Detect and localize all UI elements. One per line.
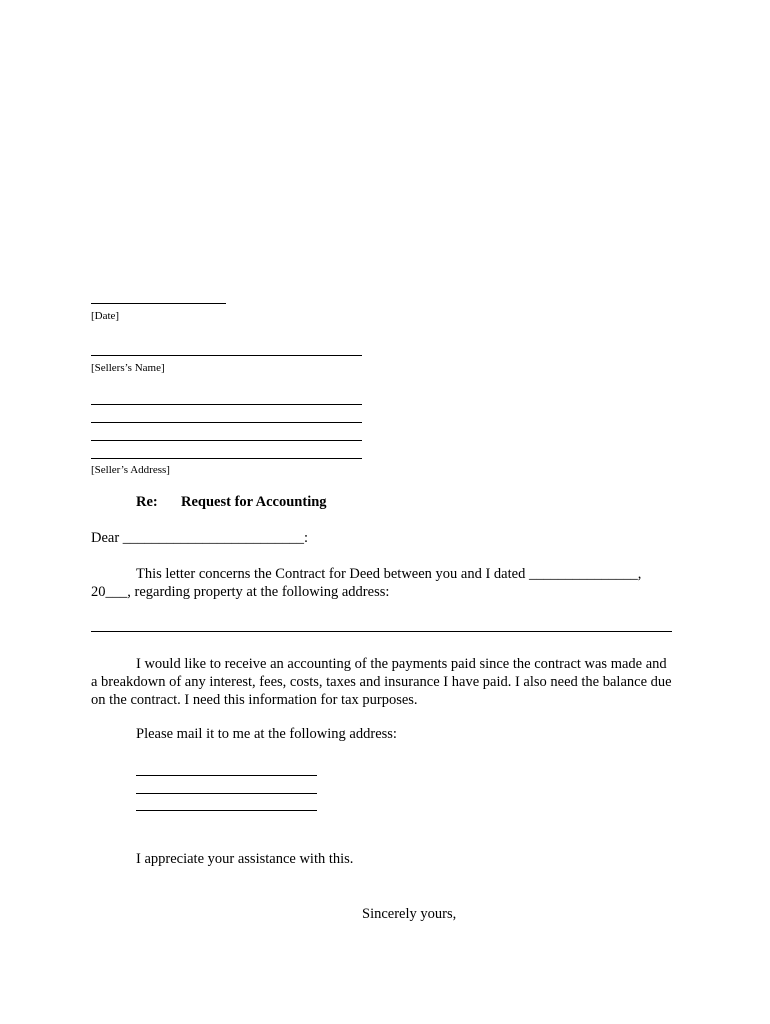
mailing-address-line-2 xyxy=(136,793,317,794)
seller-address-line-3 xyxy=(91,440,362,441)
paragraph-3: Please mail it to me at the following address: xyxy=(136,726,397,742)
seller-name-label: [Sellers’s Name] xyxy=(91,362,165,374)
mailing-address-line-1 xyxy=(136,775,317,776)
seller-address-line-2 xyxy=(91,422,362,423)
paragraph-1-line-2: 20___, regarding property at the following address: xyxy=(91,584,390,600)
paragraph-2: I would like to receive an accounting of the payments paid since the contract was made and a breakdown of any interest, fees, costs, taxes and insurance I have paid. I also need the balance due on the contract. I need this information for tax purposes. xyxy=(91,656,672,708)
re-label: Re: xyxy=(136,494,158,510)
paragraph-4: I appreciate your assistance with this. xyxy=(136,851,354,867)
date-label: [Date] xyxy=(91,310,120,322)
seller-address-line-1 xyxy=(91,404,362,405)
date-blank-line xyxy=(91,303,226,304)
closing: Sincerely yours, xyxy=(362,906,457,922)
seller-address-line-4 xyxy=(91,458,362,459)
re-subject: Request for Accounting xyxy=(181,494,327,510)
seller-name-blank-line xyxy=(91,355,362,356)
seller-address-label: [Seller’s Address] xyxy=(91,464,170,476)
property-address-blank-line xyxy=(91,631,672,632)
mailing-address-line-3 xyxy=(136,810,317,811)
salutation: Dear _________________________: xyxy=(91,530,309,546)
paragraph-1-line-1: This letter concerns the Contract for Deed between you and I dated _______________, xyxy=(136,566,642,582)
